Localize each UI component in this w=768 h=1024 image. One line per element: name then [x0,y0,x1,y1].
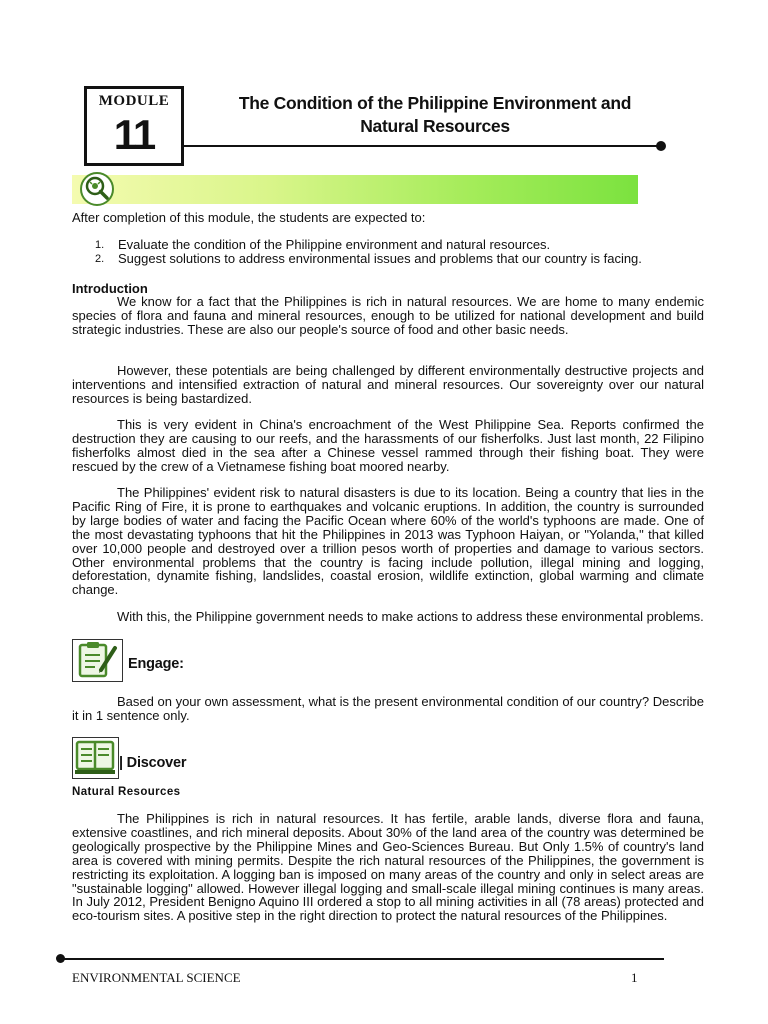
objective-item: Evaluate the condition of the Philippine environment and natural resources. [118,237,551,252]
engage-icon-box [72,639,123,682]
introduction-heading: Introduction [72,281,148,296]
objectives-intro: After completion of this module, the students are expected to: [72,210,426,225]
intro-paragraph: The Philippines' evident risk to natural disasters is due to its location. Being a country that lies in the Pacific Ring of Fire, it is prone to earthquakes and volcanic eruptions. In addition, the country is surrounded by large bodies of water and facing the Pacific Ocean where 60% of the world's typhoons are made. One of the most devastating typhoons that hit the Philippines in 2013 was Typhoon Haiyan, or "Yolanda," that killed over 10,000 people and destroyed over a trillion pesos worth of properties and damage to various sectors. Other environmental problems that the country is facing include pollution, illegal mining and logging, deforestation, dynamite fishing, landslides, coastal erosion, wildlife extinction, global warming and climate change. [72,485,704,598]
footer-page-number: 1 [631,970,638,985]
module-number: 11 [113,111,155,158]
title-rule-dot [656,141,666,151]
discover-icon-box [72,737,119,779]
engage-prompt: Based on your own assessment, what is the present environmental condition of our country? Describe it in 1 sentence only. [72,694,704,723]
engage-label: Engage: [128,656,184,672]
footer-rule [59,958,664,960]
title-rule [184,145,660,147]
module-box [84,86,184,166]
discover-paragraph: The Philippines is rich in natural resources. It has fertile, arable lands, diverse flora and fauna, extensive coastlines, and rich mineral deposits. About 30% of the land area of the country was determined be geologically prospective by the Philippine Mines and Geo-Sciences Bureau. But Only 1.5% of country's land area is covered with mining permits. Despite the rich natural resources of the Philippines, the government is restricting its exploitation. A logging ban is imposed on many areas of the country and only in select areas are "sustainable logging" allowed. However illegal logging and small-scale illegal mining continues is many areas. In July 2012, President Benigno Aquino III ordered a stop to all mining activities in all (78 areas) protected and eco-tourism sites. A positive step in the right direction to protect the natural resources of the Philippines. [72,811,704,924]
module-label: MODULE [98,93,170,109]
intro-paragraph: We know for a fact that the Philippines is rich in natural resources. We are home to many endemic species of flora and fauna and mineral resources, enough to be utilized for national development and build strategic industries. These are also our people's source of food and other basic needs. [72,294,704,337]
open-book-icon [73,738,117,777]
intro-paragraph: However, these potentials are being challenged by different environmentally destructive projects and interventions and intensified extraction of natural and mineral resources. Our sovereignty over our natural resources is being bastardized. [72,363,704,406]
objectives-banner [72,175,638,204]
clipboard-pencil-icon [73,640,121,680]
page-title [200,92,670,138]
natural-resources-heading: Natural Resources [72,786,181,798]
objective-item: Suggest solutions to address environmental issues and problems that our country is facing. [118,251,642,266]
discover-label: | Discover [119,755,187,771]
objective-number: 1. [95,239,105,251]
title-line-2: Natural Resources [360,116,510,136]
intro-paragraph: This is very evident in China's encroachment of the West Philippine Sea. Reports confirmed the destruction they are causing to our reefs, and the harassments of our fisherfolks. Just last month, 22 Filipino fisherfolks almost died in the sea after a Chinese vessel rammed through their fishing boat. They were rescued by the crew of a Vietnamese fishing boat moored nearby. [72,417,704,474]
footer-subject: ENVIRONMENTAL SCIENCE [72,970,241,985]
intro-paragraph: With this, the Philippine government needs to make actions to address these environmental problems. [117,609,704,624]
objectives-magnifier-icon [80,172,114,206]
title-line-1: The Condition of the Philippine Environment and [238,93,632,113]
objective-number: 2. [95,253,105,265]
